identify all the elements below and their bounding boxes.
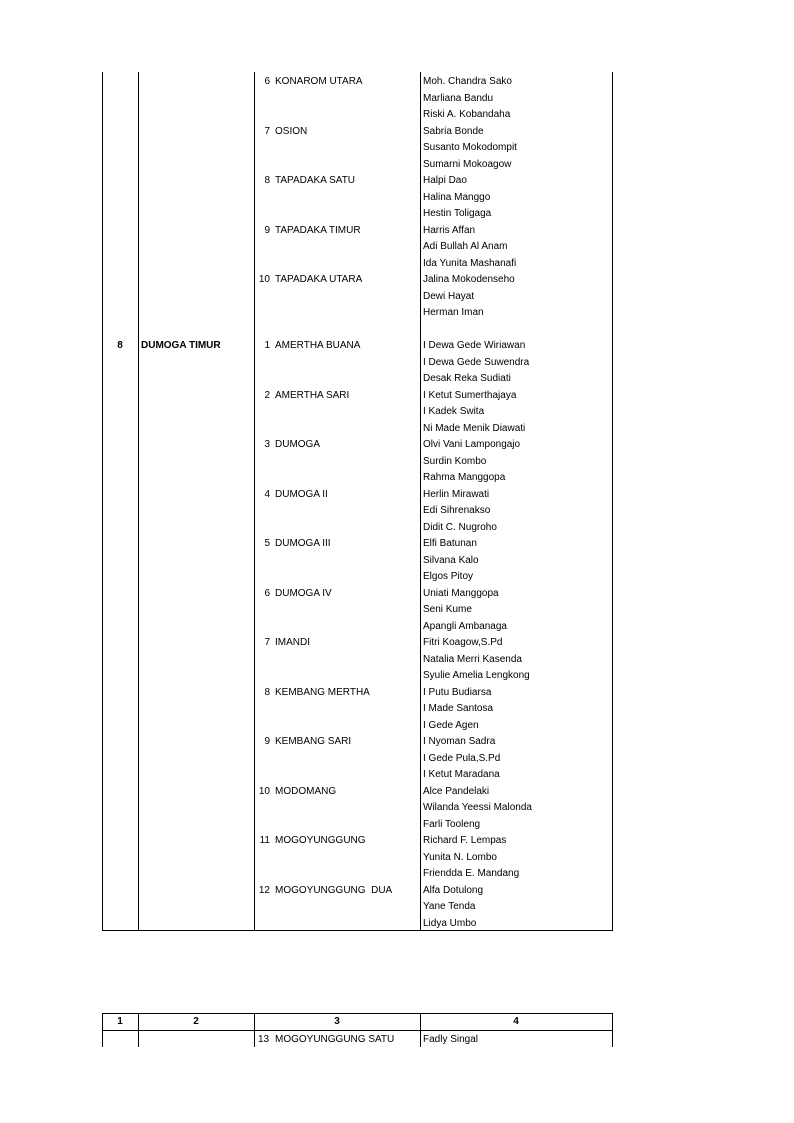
table-1-border-right [612, 72, 613, 931]
village-name: IMANDI [275, 637, 310, 648]
village-name: TAPADAKA TIMUR [275, 224, 361, 236]
village-number: 5 [264, 538, 270, 549]
person-name: I Made Santosa [423, 703, 494, 714]
person-name: Richard F. Lempas [423, 835, 507, 846]
village-number: 1 [264, 340, 270, 351]
person-name: Ida Yunita Mashanafi [423, 257, 517, 269]
village-name: AMERTHA SARI [275, 389, 350, 401]
region-number: 8 [117, 340, 123, 351]
person-name: Yunita N. Lombo [423, 851, 497, 863]
person-name: Syulie Amelia Lengkong [423, 670, 530, 681]
person-name: I Dewa Gede Wiriawan [423, 340, 526, 351]
village-number: 10 [258, 785, 270, 797]
person-name: Hestin Toligaga [423, 208, 492, 219]
person-name: Riski A. Kobandaha [423, 109, 511, 120]
person-name: Edi Sihrenakso [423, 505, 491, 516]
table-2-header-4: 4 [513, 1016, 519, 1027]
table-1-border-left [102, 72, 103, 931]
village-number: 9 [264, 736, 270, 747]
person-name: Olvi Vani Lampongajo [423, 439, 521, 450]
village-name: DUMOGA III [275, 538, 331, 549]
person-name: Natalia Merri Kasenda [423, 653, 522, 665]
person-name: Lidya Umbo [423, 917, 477, 929]
person-name: Sabria Bonde [423, 125, 484, 137]
village-number: 11 [259, 835, 270, 846]
person-name: Didit C. Nugroho [423, 521, 497, 533]
person-name: Elgos Pitoy [423, 571, 474, 582]
person-name: Friendda E. Mandang [423, 868, 520, 879]
village-number: 10 [258, 274, 270, 285]
village-name: OSION [275, 125, 308, 137]
person-name: I Nyoman Sadra [423, 736, 496, 747]
person-name: Surdin Kombo [423, 455, 487, 467]
table-1-divider-1 [138, 72, 139, 931]
person-name: Silvana Kalo [423, 554, 479, 566]
person-name: I Kadek Swita [423, 406, 485, 417]
table-1-border-bottom [102, 930, 613, 931]
table-2-header-1: 1 [117, 1016, 123, 1027]
person-name: Harris Affan [423, 224, 476, 236]
village-name: DUMOGA II [275, 488, 328, 500]
person-name: Uniati Manggopa [423, 587, 499, 599]
person-name: Halpi Dao [423, 175, 467, 186]
village-name: KEMBANG MERTHA [275, 686, 370, 698]
person-name: Marliana Bandu [423, 92, 494, 104]
village-number: 7 [264, 125, 270, 137]
person-name: Farli Tooleng [423, 818, 481, 830]
village-number: 6 [264, 76, 270, 87]
village-number: 9 [264, 224, 270, 236]
village-number: 7 [264, 637, 270, 648]
village-name: DUMOGA [275, 439, 320, 450]
person-name: Elfi Batunan [423, 538, 477, 549]
table-2-header-2: 2 [193, 1016, 199, 1027]
person-name: I Ketut Maradana [423, 769, 500, 780]
village-number: 6 [264, 587, 270, 599]
table-1-divider-3 [420, 72, 421, 931]
table-2-border-right [612, 1013, 613, 1047]
village-name: MOGOYUNGGUNG DUA [275, 884, 393, 896]
person-name: Desak Reka Sudiati [423, 373, 511, 384]
table-2-header-bottom [102, 1030, 613, 1031]
village-name: AMERTHA BUANA [275, 340, 361, 351]
person-name: Moh. Chandra Sako [423, 76, 512, 87]
village-name: DUMOGA IV [275, 587, 332, 599]
person-name: Ni Made Menik Diawati [423, 422, 526, 434]
person-name: I Ketut Sumerthajaya [423, 389, 517, 401]
village-name: TAPADAKA UTARA [275, 274, 363, 285]
village-number: 12 [258, 884, 270, 896]
table-2-row-name: Fadly Singal [423, 1034, 479, 1045]
person-name: Dewi Hayat [423, 290, 475, 302]
table-2-header-3: 3 [334, 1016, 340, 1027]
person-name: Adi Bullah Al Anam [423, 241, 508, 252]
person-name: I Gede Agen [423, 719, 479, 731]
table-2-row-number: 13 [258, 1034, 270, 1045]
person-name: Alce Pandelaki [423, 785, 490, 797]
person-name: I Dewa Gede Suwendra [423, 356, 530, 368]
person-name: Jalina Mokodenseho [423, 274, 515, 285]
table-1-divider-2 [254, 72, 255, 931]
person-name: Fitri Koagow,S.Pd [423, 637, 503, 648]
person-name: Herlin Mirawati [423, 488, 490, 500]
person-name: Sumarni Mokoagow [423, 158, 512, 170]
village-name: MOGOYUNGGUNG [275, 835, 366, 846]
person-name: Alfa Dotulong [423, 884, 484, 896]
village-name: KONAROM UTARA [275, 76, 363, 87]
village-name: KEMBANG SARI [275, 736, 352, 747]
region-name: DUMOGA TIMUR [141, 340, 221, 351]
person-name: Yane Tenda [423, 901, 476, 912]
table-2-row-village: MOGOYUNGGUNG SATU [275, 1034, 395, 1045]
person-name: Wilanda Yeessi Malonda [423, 802, 532, 813]
person-name: Susanto Mokodompit [423, 142, 517, 153]
village-name: MODOMANG [275, 785, 337, 797]
person-name: Herman Iman [423, 307, 484, 318]
person-name: Seni Kume [423, 604, 472, 615]
person-name: I Putu Budiarsa [423, 686, 492, 698]
person-name: Halina Manggo [423, 191, 491, 203]
village-number: 8 [264, 175, 270, 186]
village-number: 8 [264, 686, 270, 698]
village-number: 3 [264, 439, 270, 450]
village-number: 2 [264, 389, 270, 401]
table-2-border-top [102, 1013, 613, 1014]
person-name: Apangli Ambanaga [423, 620, 507, 632]
village-number: 4 [264, 488, 270, 500]
person-name: I Gede Pula,S.Pd [423, 752, 501, 764]
person-name: Rahma Manggopa [423, 472, 506, 483]
village-name: TAPADAKA SATU [275, 175, 356, 186]
